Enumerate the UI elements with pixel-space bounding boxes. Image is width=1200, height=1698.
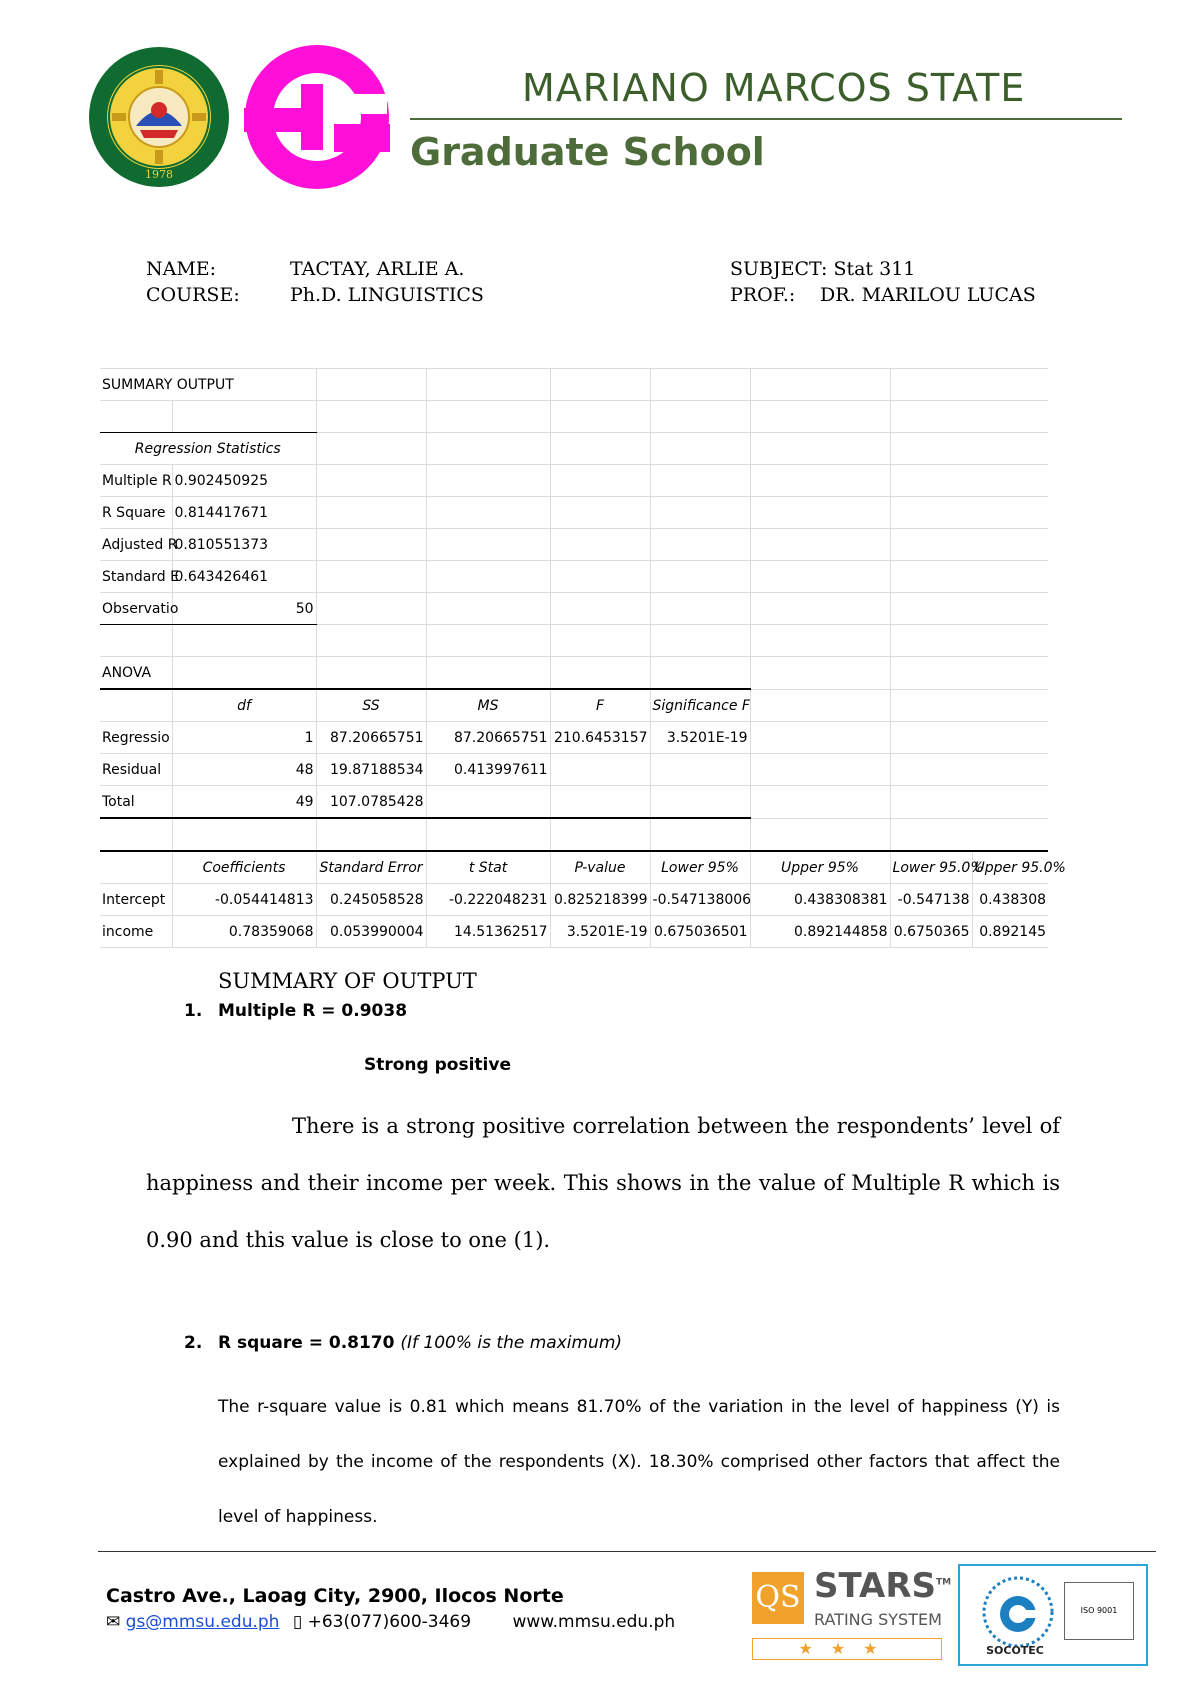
anova-df: 1 [172,722,316,754]
email-link[interactable]: gs@mmsu.edu.ph [125,1612,280,1632]
item2-number: 2. [184,1333,203,1353]
coef-header: P-value [550,851,650,884]
regstats-label: Observatio [100,593,172,625]
prof-label: PROF.: [730,284,796,306]
anova-ss: 107.0785428 [316,786,426,819]
anova-header: MS [426,689,550,722]
coef-cell: -0.222048231 [426,884,550,916]
item1-heading: Multiple R = 0.9038 [218,1001,408,1021]
coef-cell: 0.438308 [972,884,1048,916]
coef-row-label: income [100,916,172,948]
coef-cell: -0.547138006 [650,884,750,916]
header-divider [410,118,1122,120]
anova-df: 49 [172,786,316,819]
anova-ms: 87.20665751 [426,722,550,754]
website: www.mmsu.edu.ph [512,1612,676,1632]
coef-header: Upper 95.0% [972,851,1048,884]
regstats-label: Multiple R [100,465,172,497]
coef-header-row [100,851,1048,884]
anova-ss: 19.87188534 [316,754,426,786]
stars-title: STARS™ [814,1566,952,1606]
item2-heading: R square = 0.8170 [218,1333,395,1353]
anova-header: SS [316,689,426,722]
phone-number: +63(077)600-3469 [307,1612,472,1632]
anova-row [100,722,1048,754]
regstats-value: 0.814417671 [172,497,316,529]
qs-stars-badge [752,1566,952,1664]
footer-contact [106,1612,675,1632]
regstats-value: 50 [172,593,316,625]
socotec-iso-badge [958,1564,1148,1666]
phone-icon: ▯ [292,1612,303,1632]
coef-header: t Stat [426,851,550,884]
coef-cell: 0.053990004 [316,916,426,948]
course-value: Ph.D. LINGUISTICS [290,284,484,306]
item2-heading-wrap [218,1333,622,1353]
coef-row-label: Intercept [100,884,172,916]
coef-header: Coefficients [172,851,316,884]
star-rating-icon: ★★★ [752,1638,942,1660]
regstats-row [100,465,1048,497]
item2-note: (If 100% is the maximum) [400,1333,623,1353]
coef-row [100,916,1048,948]
university-name: MARIANO MARCOS STATE [522,66,1026,110]
regstats-row [100,561,1048,593]
item1-paragraph: There is a strong positive correlation between the respondents’ level of happiness and their income per week. This shows in the value of Multiple R which is 0.90 and this value is close to one (1). [146,1114,1060,1252]
sheet-title: SUMMARY OUTPUT [100,369,316,401]
item1-subheading: Strong positive [364,1055,511,1075]
coef-cell: 0.438308381 [750,884,890,916]
regstats-value: 0.902450925 [172,465,316,497]
sheet-title-row [100,369,1048,401]
regstats-row [100,497,1048,529]
socotec-logo-icon [978,1572,1058,1652]
coef-cell: 14.51362517 [426,916,550,948]
school-name: Graduate School [410,130,765,174]
anova-header: F [550,689,650,722]
footer-divider [98,1551,1156,1552]
regstats-row [100,593,1048,625]
anova-f: 210.6453157 [550,722,650,754]
anova-header: Significance F [650,689,750,722]
regstats-row [100,529,1048,561]
anova-row [100,754,1048,786]
anova-header: df [172,689,316,722]
name-value: TACTAY, ARLIE A. [290,258,465,280]
regstats-header: Regression Statistics [100,433,316,465]
footer-address: Castro Ave., Laoag City, 2900, Ilocos Norte [106,1585,564,1607]
coef-cell: -0.054414813 [172,884,316,916]
regression-output-sheet [100,368,1066,950]
coef-header: Upper 95% [750,851,890,884]
mail-icon: ✉ [106,1612,121,1632]
regstats-label: Standard E [100,561,172,593]
anova-sig: 3.5201E-19 [650,722,750,754]
stars-subtitle: RATING SYSTEM [814,1610,942,1629]
subject-line: SUBJECT: Stat 311 [730,258,916,280]
coef-cell: 0.6750365 [890,916,972,948]
regstats-value: 0.810551373 [172,529,316,561]
prof-value: DR. MARILOU LUCAS [820,284,1036,306]
coef-cell: 0.825218399 [550,884,650,916]
iso-label: ISO 9001 [1064,1582,1134,1640]
summary-title: SUMMARY OF OUTPUT [218,969,477,993]
anova-ms: 0.413997611 [426,754,550,786]
anova-row-label: Regressio [100,722,172,754]
graduate-school-logo [244,44,390,190]
coef-cell: 3.5201E-19 [550,916,650,948]
mmsu-seal-logo [88,46,230,188]
coef-cell: -0.547138 [890,884,972,916]
anova-label: ANOVA [100,657,172,690]
anova-df: 48 [172,754,316,786]
coef-row [100,884,1048,916]
name-label: NAME: [146,258,217,280]
anova-row-label: Total [100,786,172,819]
anova-row-label: Residual [100,754,172,786]
coef-cell: 0.892145 [972,916,1048,948]
anova-row [100,786,1048,819]
socotec-name: SOCOTEC [986,1644,1044,1657]
coef-header: Lower 95% [650,851,750,884]
item1-number: 1. [184,1001,203,1021]
regstats-label: Adjusted R [100,529,172,561]
qs-logo: QS [752,1572,804,1624]
svg-text:1978: 1978 [145,168,173,181]
item2-paragraph: The r-square value is 0.81 which means 81.70% of the variation in the level of happiness (Y) is explained by the income of the respondents (X). 18.30% comprised other factors that affect the level of happiness. [218,1397,1060,1527]
coef-cell: 0.675036501 [650,916,750,948]
regstats-label: R Square [100,497,172,529]
coef-header: Standard Error [316,851,426,884]
coef-cell: 0.78359068 [172,916,316,948]
coef-header: Lower 95.0% [890,851,972,884]
course-label: COURSE: [146,284,240,306]
anova-header-row [100,689,1048,722]
coef-cell: 0.245058528 [316,884,426,916]
coef-cell: 0.892144858 [750,916,890,948]
regstats-value: 0.643426461 [172,561,316,593]
anova-ss: 87.20665751 [316,722,426,754]
